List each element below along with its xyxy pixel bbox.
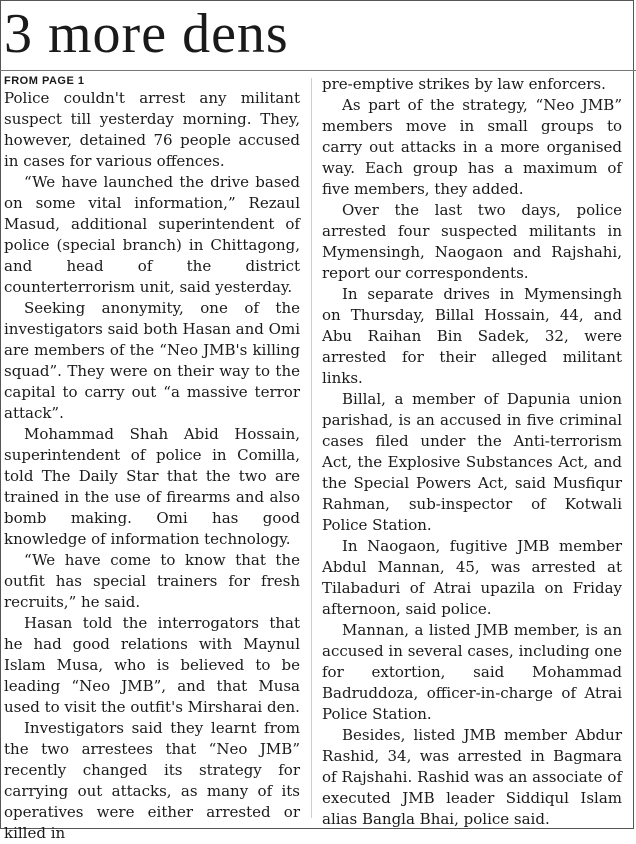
paragraph: Besides, listed JMB member Abdur Rashid, 34, was arrested in Bagmara of Rajshahi. Rashid was an associate of executed JMB leader Siddiqul Islam alias Bangla Bhai, police said. xyxy=(322,726,622,828)
paragraph: Investigators said they learnt from the two arrestees that “Neo JMB” recently changed its strategy for carrying out attacks, as many of its operatives were either arrested or killed in xyxy=(4,719,300,842)
paragraph: In Naogaon, fugitive JMB member Abdul Mannan, 45, was arrested at Tilabaduri of Atrai upazila on Friday afternoon, said police. xyxy=(322,537,622,618)
paragraph: Billal, a member of Dapunia union parishad, is an accused in five criminal cases filed under the Anti-terrorism Act, the Explosive Substances Act, and the Special Powers Act, said Musfiqur Rahman, sub-inspector of Kotwali Police Station. xyxy=(322,390,622,534)
paragraph: As part of the strategy, “Neo JMB” members move in small groups to carry out attacks in a more organised way. Each group has a maximum of five members, they added. xyxy=(322,96,622,198)
column-divider xyxy=(311,78,312,818)
paragraph: Police couldn't arrest any militant suspect till yesterday morning. They, however, detained 76 people accused in cases for various offences. xyxy=(4,89,300,170)
paragraph: Mannan, a listed JMB member, is an accused in several cases, including one for extortion, said Mohammad Badruddoza, officer-in-charge of Atrai Police Station. xyxy=(322,621,622,723)
paragraph: “We have come to know that the outfit has special trainers for fresh recruits,” he said. xyxy=(4,551,300,611)
headline: 3 more dens xyxy=(4,3,289,65)
kicker: FROM PAGE 1 xyxy=(4,75,85,87)
right-column xyxy=(322,74,622,830)
headline-rule xyxy=(0,70,636,71)
paragraph: “We have launched the drive based on some vital information,” Rezaul Masud, additional superintendent of police (special branch) in Chittagong, and head of the district counterterrorism unit, said yesterday. xyxy=(4,173,300,296)
paragraph: Hasan told the interrogators that he had good relations with Maynul Islam Musa, who is believed to be leading “Neo JMB”, and that Musa used to visit the outfit's Mirsharai den. xyxy=(4,614,300,716)
paragraph: Over the last two days, police arrested four suspected militants in Mymensingh, Naogaon and Rajshahi, report our correspondents. xyxy=(322,201,622,282)
paragraph: pre-emptive strikes by law enforcers. xyxy=(322,75,606,93)
paragraph: In separate drives in Mymensingh on Thursday, Billal Hossain, 44, and Abu Raihan Bin Sadek, 32, were arrested for their alleged militant links. xyxy=(322,285,622,387)
paragraph: Seeking anonymity, one of the investigators said both Hasan and Omi are members of the “Neo JMB's killing squad”. They were on their way to the capital to carry out “a massive terror attack”. xyxy=(4,299,300,422)
left-column xyxy=(4,74,300,844)
paragraph: Mohammad Shah Abid Hossain, superintendent of police in Comilla, told The Daily Star that the two are trained in the use of firearms and also bomb making. Omi has good knowledge of information technology. xyxy=(4,425,300,548)
